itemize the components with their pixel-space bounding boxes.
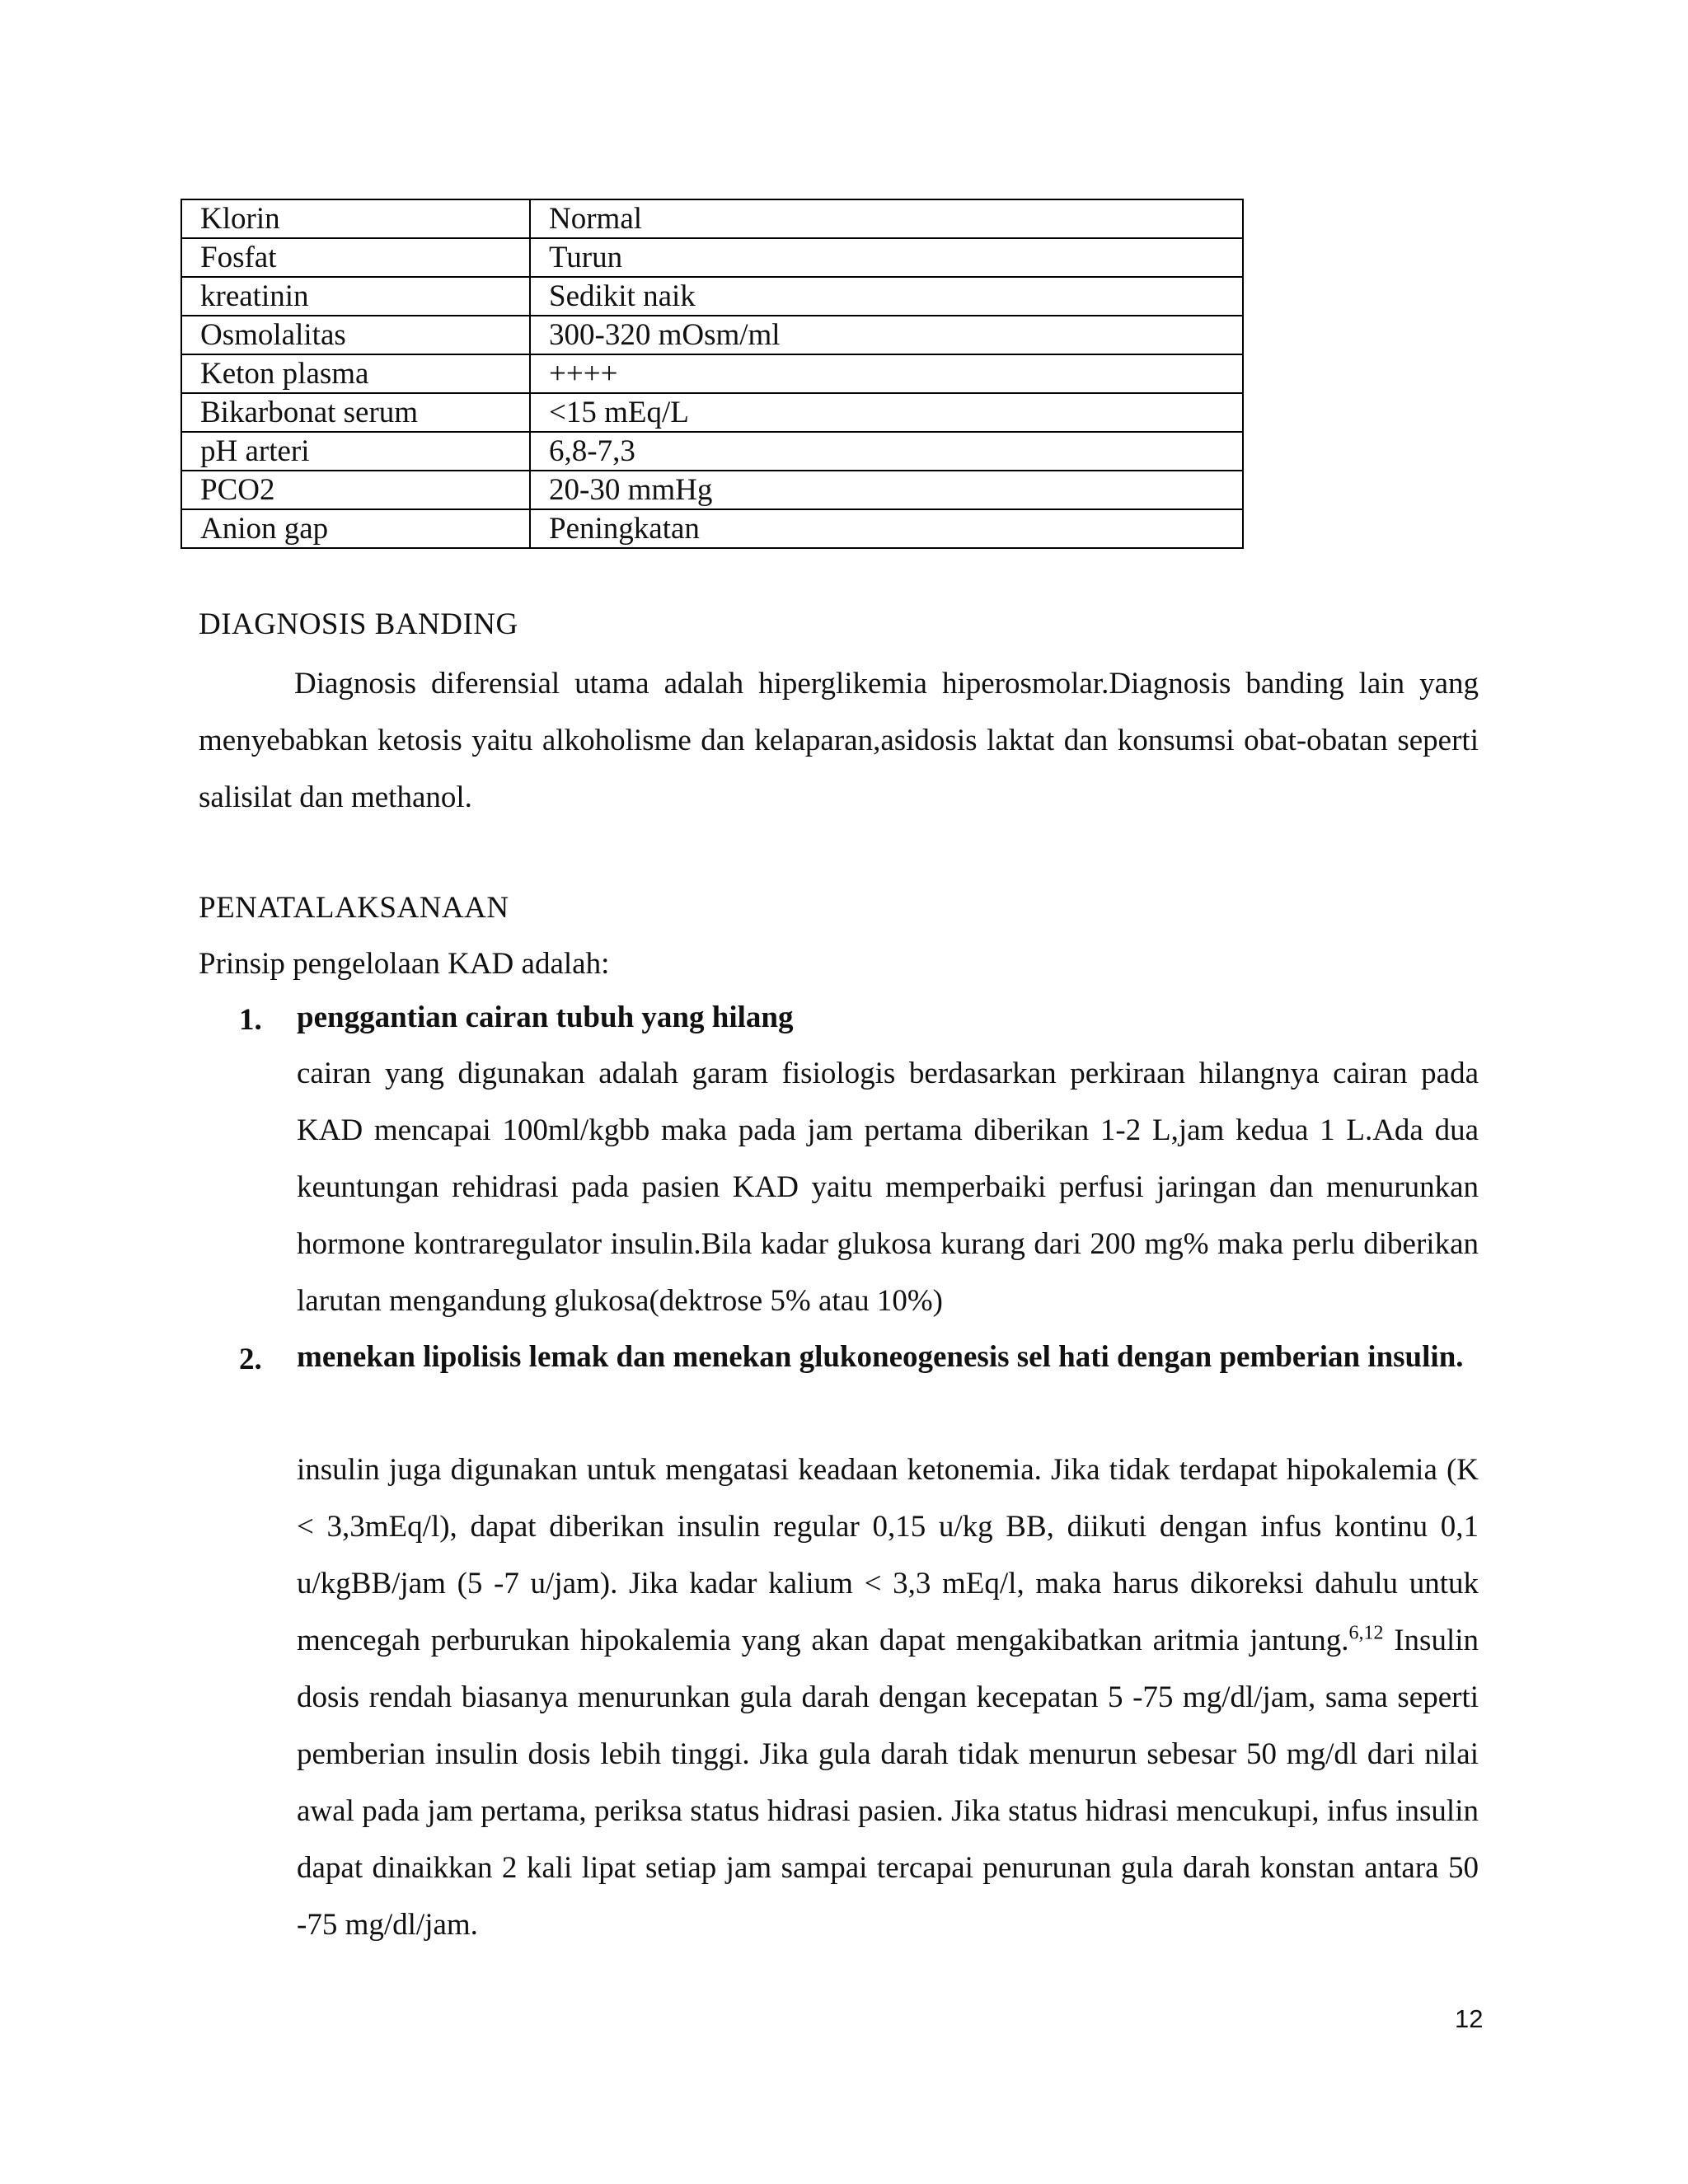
table-row	[181, 199, 1243, 238]
list-item-body-part2: Insulin dosis rendah biasanya menurunkan gula darah dengan kecepatan 5 -75 mg/dl/jam, sama seperti pemberian insulin dosis lebih tinggi. Jika gula darah tidak menurun sebesar 50 mg/dl dari nilai awal pada jam pertama, periksa status hidrasi pasien. Jika status hidrasi mencukupi, infus insulin dapat dinaikkan 2 kali lipat setiap jam sampai tercapai penurunan gula darah konstan antara 50 -75 mg/dl/jam.	[297, 1624, 1479, 1942]
table-cell-param: pH arteri	[181, 432, 530, 471]
table-cell-value: 20-30 mmHg	[530, 471, 1243, 509]
list-item-body: cairan yang digunakan adalah garam fisiologis berdasarkan perkiraan hilangnya cairan pada KAD mencapai 100ml/kgbb maka pada jam pertama diberikan 1-2 L,jam kedua 1 L.Ada dua keuntungan rehidrasi pada pasien KAD yaitu memperbaiki perfusi jaringan dan menurunkan hormone kontraregulator insulin.Bila kadar glukosa kurang dari 200 mg% maka perlu diberikan larutan mengandung glukosa(dektrose 5% atau 10%)	[297, 1057, 1479, 1318]
table-row	[181, 432, 1243, 471]
table-cell-param: Keton plasma	[181, 354, 530, 393]
table-row	[181, 354, 1243, 393]
section-heading-diagnosis: DIAGNOSIS BANDING	[199, 607, 518, 641]
list-item-title: penggantian cairan tubuh yang hilang	[297, 1001, 794, 1034]
page-number: 12	[1455, 2004, 1484, 2033]
table-row	[181, 471, 1243, 509]
list-number: 1.	[239, 1003, 262, 1037]
list-item-body-part1: insulin juga digunakan untuk mengatasi keadaan ketonemia. Jika tidak terdapat hipokalemia (K < 3,3mEq/l), dapat diberikan insulin regular 0,15 u/kg BB, diikuti dengan infus kontinu 0,1 u/kgBB/jam (5 -7 u/jam). Jika kadar kalium < 3,3 mEq/l, maka harus dikoreksi dahulu untuk mencegah perburukan hipokalemia yang akan dapat mengakibatkan aritmia jantung.	[297, 1453, 1479, 1657]
lab-results-table	[181, 199, 1244, 549]
table-cell-value: Sedikit naik	[530, 277, 1243, 316]
diagnosis-paragraph-text: Diagnosis diferensial utama adalah hiperglikemia hiperosmolar.Diagnosis banding lain yang menyebabkan ketosis yaitu alkoholisme dan kelaparan,asidosis laktat dan konsumsi obat-obatan seperti salisilat dan methanol.	[199, 667, 1479, 814]
table-cell-param: Bikarbonat serum	[181, 393, 530, 432]
table-row	[181, 238, 1243, 277]
table-cell-value: 6,8-7,3	[530, 432, 1243, 471]
table-cell-value: 300-320 mOsm/ml	[530, 316, 1243, 354]
table-cell-value: Peningkatan	[530, 509, 1243, 548]
table-row	[181, 509, 1243, 548]
table-row	[181, 393, 1243, 432]
table-cell-value: Turun	[530, 238, 1243, 277]
table-cell-value: <15 mEq/L	[530, 393, 1243, 432]
table-cell-param: kreatinin	[181, 277, 530, 316]
citation-superscript: 6,12	[1348, 1622, 1384, 1644]
diagnosis-paragraph	[199, 655, 1479, 826]
table-cell-param: Osmolalitas	[181, 316, 530, 354]
section-heading-management: PENATALAKSANAAN	[199, 891, 509, 925]
table-cell-param: Klorin	[181, 199, 530, 238]
table-cell-value: Normal	[530, 199, 1243, 238]
list-item-title: menekan lipolisis lemak dan menekan glukoneogenesis sel hati dengan pemberian insulin.	[297, 1340, 1464, 1374]
table-cell-param: Anion gap	[181, 509, 530, 548]
table-cell-value: ++++	[530, 354, 1243, 393]
list-number: 2.	[239, 1343, 262, 1376]
management-intro: Prinsip pengelolaan KAD adalah:	[199, 947, 610, 981]
table-row	[181, 277, 1243, 316]
table-cell-param: Fosfat	[181, 238, 530, 277]
list-item-body	[297, 1441, 1479, 1953]
table-row	[181, 316, 1243, 354]
table-cell-param: PCO2	[181, 471, 530, 509]
